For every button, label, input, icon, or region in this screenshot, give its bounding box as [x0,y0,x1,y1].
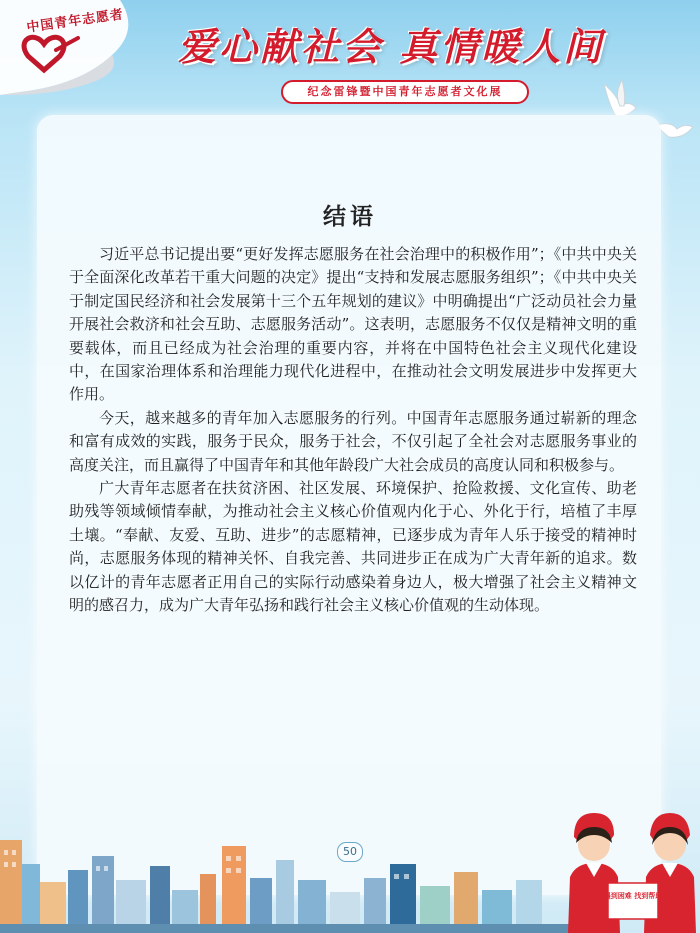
page-title: 结语 [323,203,377,230]
banner-subtitle: 纪念雷锋暨中国青年志愿者文化展 [281,80,529,104]
body-text [69,243,637,618]
dove-icon [655,115,695,143]
paragraph: 习近平总书记提出要“更好发挥志愿服务在社会治理中的积极作用”；《中共中央关于全面深化改革若干重大问题的决定》提出“支持和发展志愿服务组织”；《中共中央关于制定国民经济和社会发展第十三个五年规划的建议》中明确提出“广泛动员社会力量开展社会救济和社会互助、志愿服务活动”。这表明，志愿服务不仅仅是精神文明的重要载体，而且已经成为社会治理的重要内容，并将在中国特色社会主义现代化建设中，在国家治理体系和治理能力现代化进程中，在推动社会文明发展进步中发挥更大作用。 [69,245,637,404]
page-number: 50 [337,842,363,862]
banner-title: 爱心献社会 真情暖人间 [178,25,605,69]
volunteer-flag-badge [0,0,150,95]
flag-text: 中国青年志愿者 [25,7,125,36]
sign-text: 遇到困难 找到帮助 [603,892,663,900]
paragraph: 今天，越来越多的青年加入志愿服务的行列。中国青年志愿服务通过崭新的理念和富有成效的实践，服务于民众，服务于社会，不仅引起了全社会对志愿服务事业的高度关注，而且赢得了中国青年和其他年龄段广大社会成员的高度认同和积极参与。 [69,408,637,474]
paragraph: 广大青年志愿者在扶贫济困、社区发展、环境保护、抢险救援、文化宣传、助老助残等领域倾情奉献，为推动社会主义核心价值观内化于心、外化于行，培植了丰厚土壤。“奉献、友爱、互助、进步”的志愿精神，已逐步成为青年人乐于接受的精神时尚，志愿服务体现的精神关怀、自我完善、共同进步正在成为广大青年新的追求。数以亿计的青年志愿者正用自己的实际行动感染着身边人，极大增强了社会主义精神文明的感召力，成为广大青年弘扬和践行社会主义核心价值观的生动体现。 [69,479,637,615]
city-skyline-illustration [0,820,600,933]
volunteers-illustration [560,805,700,933]
